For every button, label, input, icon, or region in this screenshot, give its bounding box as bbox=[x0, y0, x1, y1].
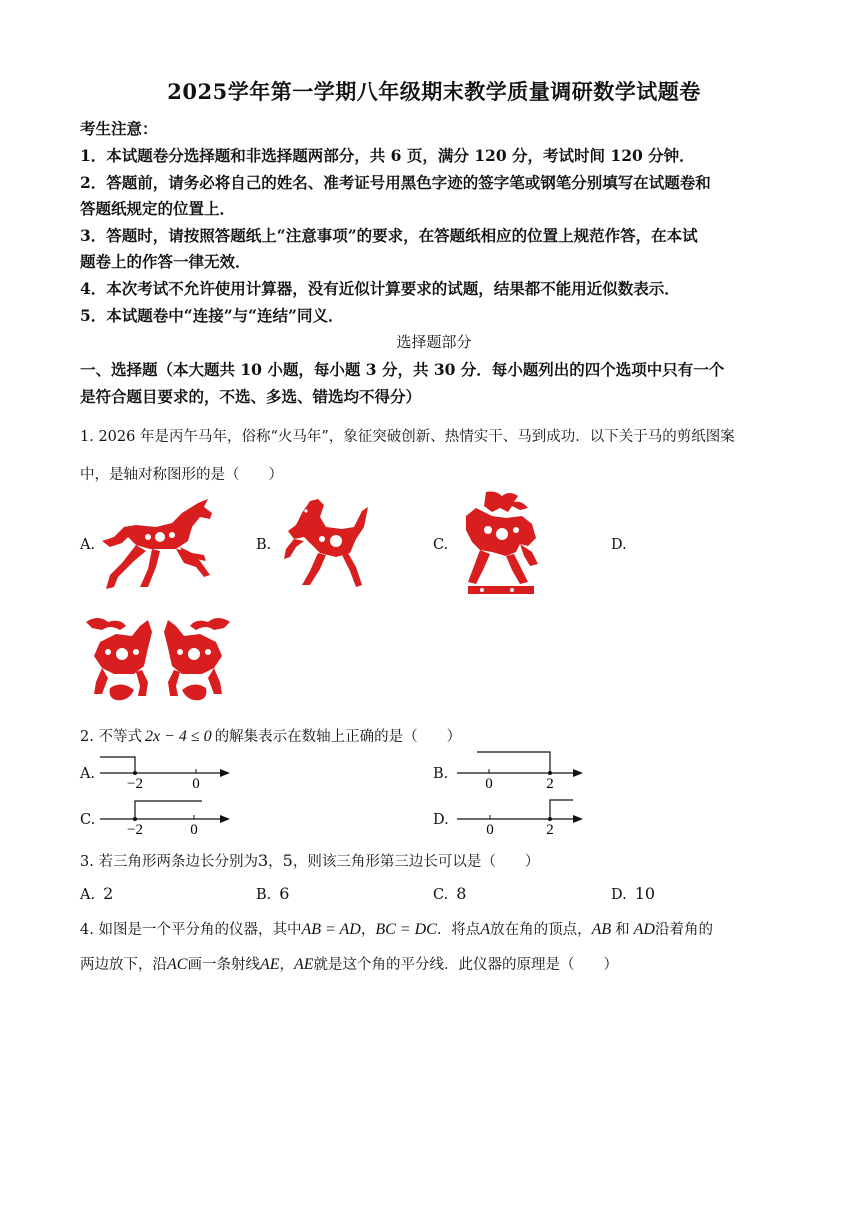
part1-instructions-cont: 是符合题目要求的，不选、多选、错选均不得分） bbox=[80, 387, 422, 406]
q2-option-c-label: C. bbox=[80, 812, 96, 828]
q2-d-tick-2: 2 bbox=[546, 822, 554, 838]
q2-c-tick-2: 0 bbox=[190, 822, 198, 838]
q3-option-c bbox=[433, 884, 466, 903]
q4-text-g: 就是这个角的平分线．此仪器的原理是（ ） bbox=[313, 957, 619, 973]
q3-option-d bbox=[611, 884, 655, 903]
q2-text-post: 的解集表示在数轴上正确的是（ ） bbox=[214, 729, 462, 745]
q4-text-d: 沿着角的 bbox=[654, 922, 713, 938]
q3-text-pre: 3. 若三角形两条边长分别为 bbox=[80, 854, 258, 870]
q4-point-a: A bbox=[480, 921, 491, 938]
q4-ae: AE bbox=[259, 956, 280, 973]
q2-inequality: 2x − 4 ≤ 0 bbox=[144, 728, 212, 745]
q3-option-a-label: A. bbox=[80, 887, 96, 903]
q3-option-d-value: 10 bbox=[634, 884, 656, 903]
q2-c-tick-1: −2 bbox=[127, 822, 143, 838]
q4-and: 和 bbox=[615, 922, 630, 938]
q4-sep2: ， bbox=[279, 957, 294, 973]
q2-option-b-number-line bbox=[455, 748, 587, 792]
q1-option-d-label: D. bbox=[611, 537, 627, 553]
notice-heading: 考生注意： bbox=[80, 119, 158, 138]
q2-text bbox=[80, 725, 461, 746]
q1-text-cont: 中，是轴对称图形的是（ ） bbox=[80, 467, 283, 483]
q2-text-pre: 2. 不等式 bbox=[80, 729, 142, 745]
q2-b-tick-2: 2 bbox=[546, 776, 554, 792]
q4-eq1: AB = AD bbox=[301, 921, 361, 938]
q2-b-tick-1: 0 bbox=[485, 776, 493, 792]
q2-option-d-label: D. bbox=[433, 812, 449, 828]
q3-option-a-value: 2 bbox=[103, 884, 114, 903]
q2-a-tick-2: 0 bbox=[192, 776, 200, 792]
q4-ac: AC bbox=[167, 956, 188, 973]
notice-item-2: 2．答题前，请务必将自己的姓名、准考证号用黑色字迹的签字笔或钢笔分别填写在试题卷和 bbox=[80, 173, 711, 192]
q2-a-tick-1: −2 bbox=[127, 776, 143, 792]
q4-eq2: BC = DC bbox=[375, 921, 437, 938]
q3-option-b bbox=[256, 884, 289, 903]
notice-item-5: 5．本试题卷中“连接”与“连结”同义． bbox=[80, 306, 344, 325]
q2-option-d-number-line bbox=[455, 794, 587, 838]
running-horse-papercut-icon bbox=[100, 497, 215, 593]
q4-ad: AD bbox=[633, 921, 655, 938]
q4-sep: ， bbox=[360, 922, 376, 938]
notice-item-3-cont: 题卷上的作答一律无效． bbox=[80, 252, 251, 271]
part1-instructions: 一、选择题（本大题共 10 小题，每小题 3 分，共 30 分．每小题列出的四个选项中只有一个 bbox=[80, 360, 725, 379]
q4-text-e: 两边放下，沿 bbox=[80, 957, 167, 973]
q4-ab: AB bbox=[591, 921, 612, 938]
twin-horses-papercut-icon bbox=[80, 612, 236, 704]
q4-text-c: 放在角的顶点， bbox=[490, 922, 592, 938]
q3-option-c-value: 8 bbox=[456, 884, 467, 903]
q4-ae2: AE bbox=[294, 956, 314, 973]
q4-text-b: ．将点 bbox=[436, 922, 481, 938]
q2-option-a-label: A. bbox=[80, 766, 96, 782]
q1-option-c-label: C. bbox=[433, 537, 449, 553]
q3-option-c-label: C. bbox=[433, 887, 449, 903]
q4-text bbox=[80, 918, 713, 939]
q3-option-d-label: D. bbox=[611, 887, 627, 903]
q4-text-cont bbox=[80, 953, 618, 974]
q1-text: 1. 2026 年是丙午马年，俗称“火马年”，象征突破创新、热情实干、马到成功．以下关于马的剪纸图案 bbox=[80, 429, 735, 445]
q3-option-b-label: B. bbox=[256, 887, 272, 903]
q3-sep: ， bbox=[268, 854, 283, 870]
q3-option-a bbox=[80, 884, 113, 903]
q4-text-a: 4. 如图是一个平分角的仪器，其中 bbox=[80, 922, 302, 938]
rearing-horse-papercut-icon bbox=[280, 497, 370, 593]
notice-item-1: 1．本试题卷分选择题和非选择题两部分，共 6 页，满分 120 分，考试时间 120 分钟． bbox=[80, 146, 695, 165]
notice-item-3: 3．答题时，请按照答题纸上“注意事项”的要求，在答题纸相应的位置上规范作答，在本试 bbox=[80, 226, 698, 245]
q2-option-b-label: B. bbox=[433, 766, 449, 782]
q1-option-b-label: B. bbox=[256, 537, 272, 553]
notice-item-2-cont: 答题纸规定的位置上． bbox=[80, 199, 236, 218]
decorative-horse-papercut-icon bbox=[462, 490, 540, 596]
section-title: 选择题部分 bbox=[396, 333, 472, 351]
q2-d-tick-1: 0 bbox=[486, 822, 494, 838]
q3-text-post: ，则该三角形第三边长可以是（ ） bbox=[292, 854, 540, 870]
q3-side-b: 5 bbox=[282, 851, 293, 870]
q3-option-b-value: 6 bbox=[279, 884, 290, 903]
q3-side-a: 3 bbox=[257, 851, 269, 870]
q3-text bbox=[80, 850, 539, 871]
q2-option-a-number-line bbox=[98, 748, 233, 792]
page-title: 2025学年第一学期八年级期末教学质量调研数学试题卷 bbox=[167, 79, 701, 104]
q4-text-f: 画一条射线 bbox=[187, 957, 260, 973]
notice-item-4: 4．本次考试不允许使用计算器，没有近似计算要求的试题，结果都不能用近似数表示． bbox=[80, 279, 680, 298]
q2-option-c-number-line bbox=[98, 794, 233, 838]
q1-option-a-label: A. bbox=[80, 537, 96, 553]
